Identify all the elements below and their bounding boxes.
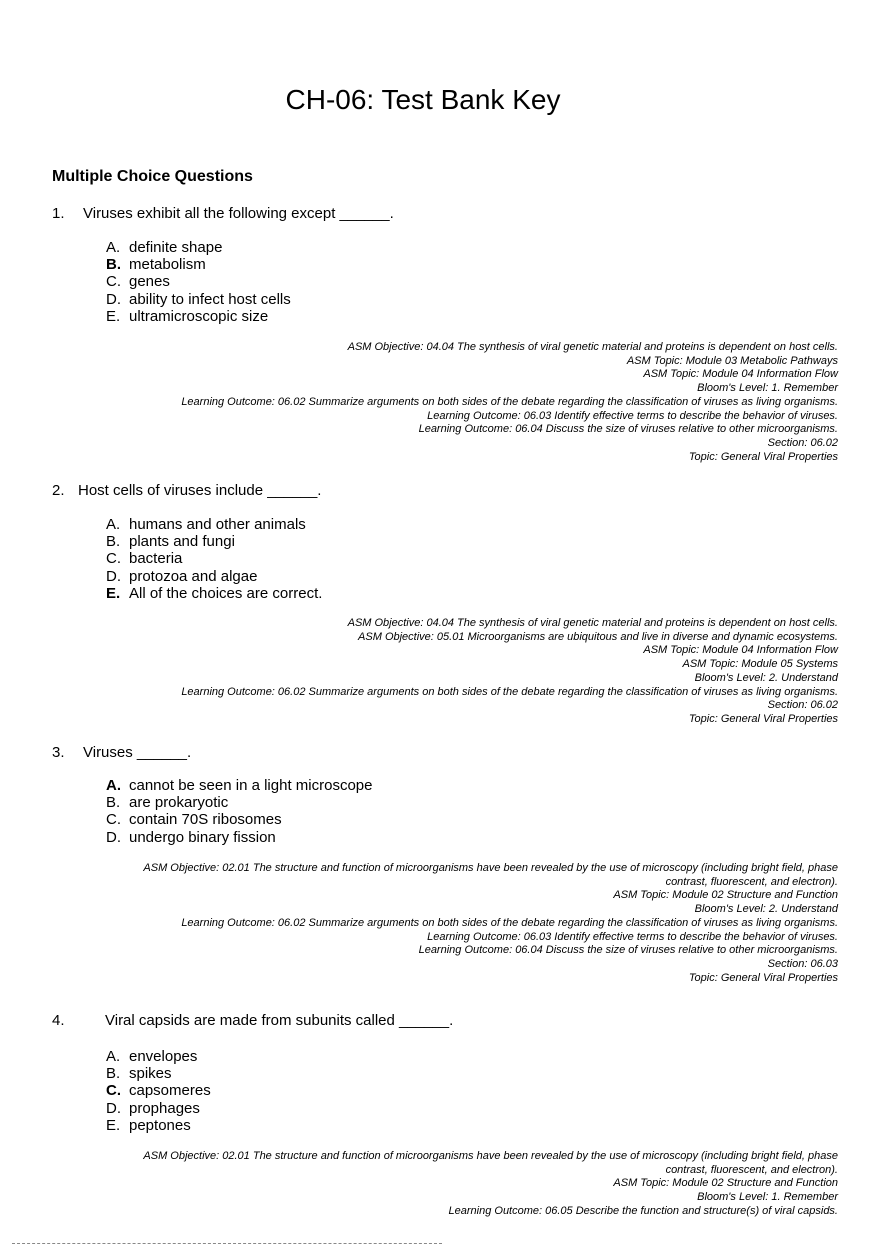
meta-line: Section: 06.02 (767, 436, 838, 449)
question-stem: Viral capsids are made from subunits called ______. (105, 1012, 454, 1029)
question-number: 4. (52, 1012, 65, 1029)
question-number: 3. (52, 744, 65, 761)
choice-letter: A. (106, 239, 121, 256)
choice (106, 1065, 211, 1082)
meta-line: Bloom's Level: 2. Understand (694, 903, 838, 916)
choice (106, 811, 372, 828)
question-metadata (78, 341, 838, 464)
meta-line: Topic: General Viral Properties (688, 450, 838, 463)
question-number: 2. (52, 482, 65, 499)
choice-letter: C. (106, 273, 121, 291)
choice-letter: C. (106, 1082, 121, 1100)
meta-line: Bloom's Level: 1. Remember (697, 1191, 838, 1204)
meta-line: ASM Objective: 02.01 The structure and function of microorganisms have been revealed by the use of microscopy (including bright field, phase (143, 1150, 838, 1162)
choice-text: undergo binary fission (129, 828, 276, 846)
choice-correct (106, 1082, 211, 1099)
question-2 (52, 482, 322, 499)
question-metadata (78, 862, 838, 985)
choice (106, 516, 322, 533)
meta-line: ASM Topic: Module 02 Structure and Function (613, 1177, 838, 1190)
meta-line: contrast, fluorescent, and electron). (665, 1163, 838, 1176)
question-stem: Viruses ______. (83, 744, 192, 761)
choice-text: prophages (129, 1099, 200, 1117)
choice-correct (106, 256, 291, 273)
meta-line: Bloom's Level: 2. Understand (694, 671, 838, 684)
choice-letter: A. (106, 777, 121, 794)
choice (106, 1100, 211, 1117)
meta-line: Bloom's Level: 1. Remember (697, 382, 838, 395)
question-metadata (78, 1150, 838, 1219)
choice-text: plants and fungi (129, 533, 235, 551)
meta-line: Learning Outcome: 06.03 Identify effective terms to describe the behavior of viruses. (427, 409, 838, 422)
question-1 (52, 205, 394, 222)
choice-letter: C. (106, 811, 121, 829)
choice-text: humans and other animals (129, 516, 306, 533)
meta-line: Topic: General Viral Properties (688, 971, 838, 984)
choice-text: envelopes (129, 1048, 198, 1065)
choice-text: contain 70S ribosomes (129, 811, 282, 829)
choice (106, 1048, 211, 1065)
choice-text: cannot be seen in a light microscope (129, 777, 373, 794)
meta-line: Learning Outcome: 06.02 Summarize arguments on both sides of the debate regarding the classification of viruses as living organisms. (181, 395, 838, 408)
choice-text: protozoa and algae (129, 567, 258, 585)
choice-text: All of the choices are correct. (129, 584, 323, 602)
question-3 (52, 744, 192, 761)
choice (106, 291, 291, 308)
choice-list (106, 777, 372, 846)
choice-letter: C. (106, 550, 121, 568)
meta-line: Learning Outcome: 06.05 Describe the function and structure(s) of viral capsids. (448, 1204, 838, 1217)
choice-letter: D. (106, 290, 121, 308)
question-number: 1. (52, 205, 65, 222)
meta-line: ASM Topic: Module 03 Metabolic Pathways (626, 354, 838, 367)
choice-text: genes (129, 273, 170, 291)
meta-line: Learning Outcome: 06.04 Discuss the size of viruses relative to other microorganisms. (418, 944, 838, 957)
choice-text: definite shape (129, 239, 223, 256)
meta-line: ASM Topic: Module 04 Information Flow (643, 368, 838, 381)
choice (106, 550, 322, 567)
choice-text: peptones (129, 1116, 191, 1134)
choice-letter: B. (106, 794, 121, 812)
choice-letter: D. (106, 828, 121, 846)
meta-line: contrast, fluorescent, and electron). (665, 875, 838, 888)
question-4 (52, 1012, 454, 1029)
choice (106, 308, 291, 325)
meta-line: ASM Topic: Module 05 Systems (682, 658, 838, 671)
page-title: CH-06: Test Bank Key (285, 84, 561, 115)
meta-line: Learning Outcome: 06.02 Summarize arguments on both sides of the debate regarding the classification of viruses as living organisms. (181, 916, 838, 929)
choice-text: bacteria (129, 550, 183, 568)
choice (106, 794, 372, 811)
question-stem: Viruses exhibit all the following except ______. (83, 205, 394, 222)
meta-line: ASM Objective: 04.04 The synthesis of viral genetic material and proteins is dependent on host cells. (347, 617, 838, 629)
choice-letter: E. (106, 1116, 121, 1134)
choice-letter: D. (106, 567, 121, 585)
choice-list (106, 239, 291, 325)
choice (106, 1117, 211, 1134)
choice (106, 273, 291, 290)
meta-line: Learning Outcome: 06.04 Discuss the size of viruses relative to other microorganisms. (418, 423, 838, 436)
choice-text: ultramicroscopic size (129, 307, 269, 325)
choice-letter: B. (106, 256, 121, 274)
choice-letter: D. (106, 1099, 121, 1117)
choice-correct (106, 585, 322, 602)
meta-line: Learning Outcome: 06.02 Summarize arguments on both sides of the debate regarding the classification of viruses as living organisms. (181, 685, 838, 698)
choice-text: ability to infect host cells (129, 290, 291, 308)
meta-line: ASM Objective: 04.04 The synthesis of viral genetic material and proteins is dependent on host cells. (347, 341, 838, 353)
choice (106, 568, 322, 585)
section-heading: Multiple Choice Questions (52, 168, 253, 185)
choice-list (106, 1048, 211, 1134)
meta-line: Learning Outcome: 06.03 Identify effective terms to describe the behavior of viruses. (427, 930, 838, 943)
choice-text: spikes (129, 1065, 172, 1083)
choice-text: metabolism (129, 256, 206, 274)
footer-divider (12, 1243, 442, 1244)
choice (106, 829, 372, 846)
meta-line: ASM Topic: Module 02 Structure and Function (613, 889, 838, 902)
meta-line: ASM Objective: 05.01 Microorganisms are ubiquitous and live in diverse and dynamic ecosystems. (358, 630, 838, 643)
question-metadata (78, 617, 838, 727)
choice-letter: E. (106, 307, 121, 325)
meta-line: Section: 06.03 (767, 957, 838, 970)
choice-list (106, 516, 322, 602)
meta-line: Topic: General Viral Properties (688, 712, 838, 725)
meta-line: Section: 06.02 (767, 699, 838, 712)
choice-letter: A. (106, 1048, 121, 1065)
choice-letter: B. (106, 1065, 121, 1083)
choice-letter: A. (106, 516, 121, 533)
choice-letter: B. (106, 533, 121, 551)
choice-text: are prokaryotic (129, 794, 229, 812)
choice-text: capsomeres (129, 1082, 211, 1100)
choice (106, 239, 291, 256)
meta-line: ASM Objective: 02.01 The structure and function of microorganisms have been revealed by the use of microscopy (including bright field, phase (143, 862, 838, 874)
choice (106, 533, 322, 550)
question-stem: Host cells of viruses include ______. (78, 482, 322, 499)
choice-correct (106, 777, 372, 794)
choice-letter: E. (106, 584, 121, 602)
meta-line: ASM Topic: Module 04 Information Flow (643, 644, 838, 657)
